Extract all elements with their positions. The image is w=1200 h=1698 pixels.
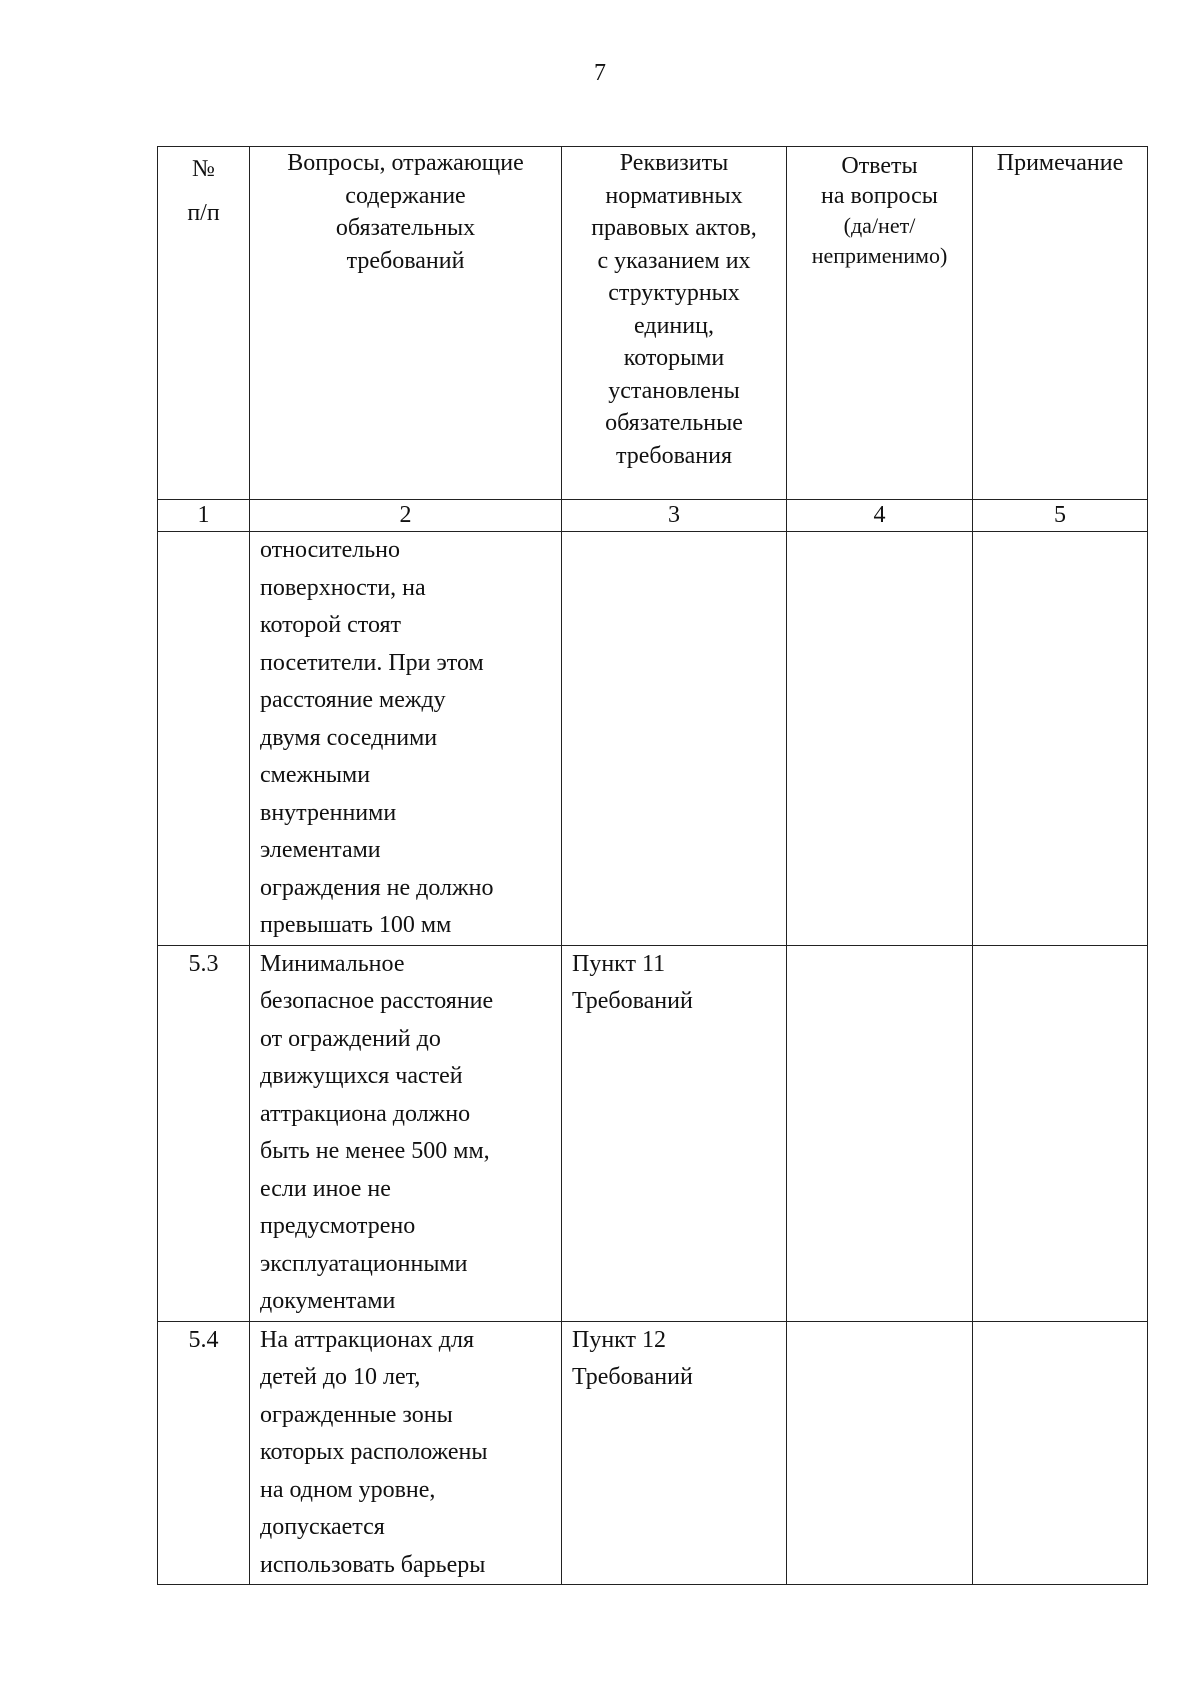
question-line: расстояние между [260,687,446,713]
question-line: аттракциона должно [260,1100,471,1127]
row-answer [787,945,973,1321]
page-number: 7 [594,60,606,86]
column-number: 1 [158,500,250,532]
header-references-line: установлены [608,377,740,404]
row-number [158,532,250,946]
column-number: 4 [787,500,973,532]
question-line: превышать 100 мм [260,912,452,938]
question-line: на одном уровне, [260,1476,436,1503]
question-line: допускается [260,1514,385,1540]
question-line: элементами [260,837,381,863]
row-note [973,1321,1148,1585]
column-number: 2 [250,500,562,532]
header-number-symbol: № [192,156,215,182]
row-reference [562,945,787,1321]
question-line: На аттракционах для [260,1326,475,1353]
question-line: посетители. При этом [260,649,484,676]
header-references-line: Реквизиты [619,150,729,176]
question-line: относительно [260,537,401,563]
header-references-line: структурных [608,280,740,306]
header-references-line: требования [615,442,733,469]
header-references-line: правовых актов, [591,215,757,241]
question-line: двумя соседними [260,724,438,751]
header-questions-line: обязательных [335,215,476,241]
header-references-line: нормативных [605,182,743,209]
header-answers [787,147,973,500]
reference-line: Требований [572,1364,693,1390]
question-line: безопасное расстояние [260,988,494,1014]
row-question [250,532,562,946]
question-line: движущихся частей [260,1063,463,1089]
header-number [158,147,250,500]
row-answer [787,532,973,946]
header-questions-line: требований [346,247,465,274]
row-note [973,532,1148,946]
row-number: 5.3 [158,945,250,1321]
question-line: от ограждений до [260,1025,441,1052]
question-line: использовать барьеры [260,1551,486,1578]
question-line: если иное не [260,1175,391,1202]
header-references-line: обязательные [605,410,743,436]
header-questions-line: содержание [345,182,466,209]
question-line: смежными [260,762,371,788]
header-references-line: единиц, [634,312,714,339]
row-note [973,945,1148,1321]
header-answers-line: (да/нет/ [843,213,916,238]
header-questions-line: Вопросы, отражающие [287,150,524,176]
question-line: документами [260,1288,396,1314]
header-references-line: с указанием их [597,247,751,274]
row-reference [562,532,787,946]
question-line: ограждения не должно [260,874,494,901]
question-line: огражденные зоны [260,1401,453,1428]
table-row [158,945,1148,1321]
question-line: которой стоят [260,612,402,638]
header-answers-line: неприменимо) [811,243,948,268]
row-question [250,945,562,1321]
row-number: 5.4 [158,1321,250,1585]
requirements-table [157,146,1148,1585]
row-answer [787,1321,973,1585]
table-row [158,532,1148,946]
question-line: которых расположены [260,1439,488,1465]
reference-line: Требований [572,988,693,1014]
question-line: Минимальное [260,950,405,977]
row-question [250,1321,562,1585]
header-answers-line: Ответы [841,153,918,179]
header-references [562,147,787,500]
column-numbers-row [158,500,1148,532]
header-note: Примечание [973,147,1148,500]
reference-line: Пункт 12 [572,1326,667,1353]
header-number-abbr: п/п [187,200,220,226]
table-header-row [158,147,1148,500]
question-line: детей до 10 лет, [260,1364,421,1390]
row-reference [562,1321,787,1585]
header-references-line: которыми [623,345,725,371]
question-line: предусмотрено [260,1213,416,1239]
question-line: внутренними [260,799,397,826]
question-line: поверхности, на [260,574,426,601]
header-questions [250,147,562,500]
reference-line: Пункт 11 [572,950,666,977]
question-line: быть не менее 500 мм, [260,1138,490,1164]
header-answers-line: на вопросы [821,183,938,209]
question-line: эксплуатационными [260,1250,468,1277]
column-number: 3 [562,500,787,532]
table-row [158,1321,1148,1585]
column-number: 5 [973,500,1148,532]
